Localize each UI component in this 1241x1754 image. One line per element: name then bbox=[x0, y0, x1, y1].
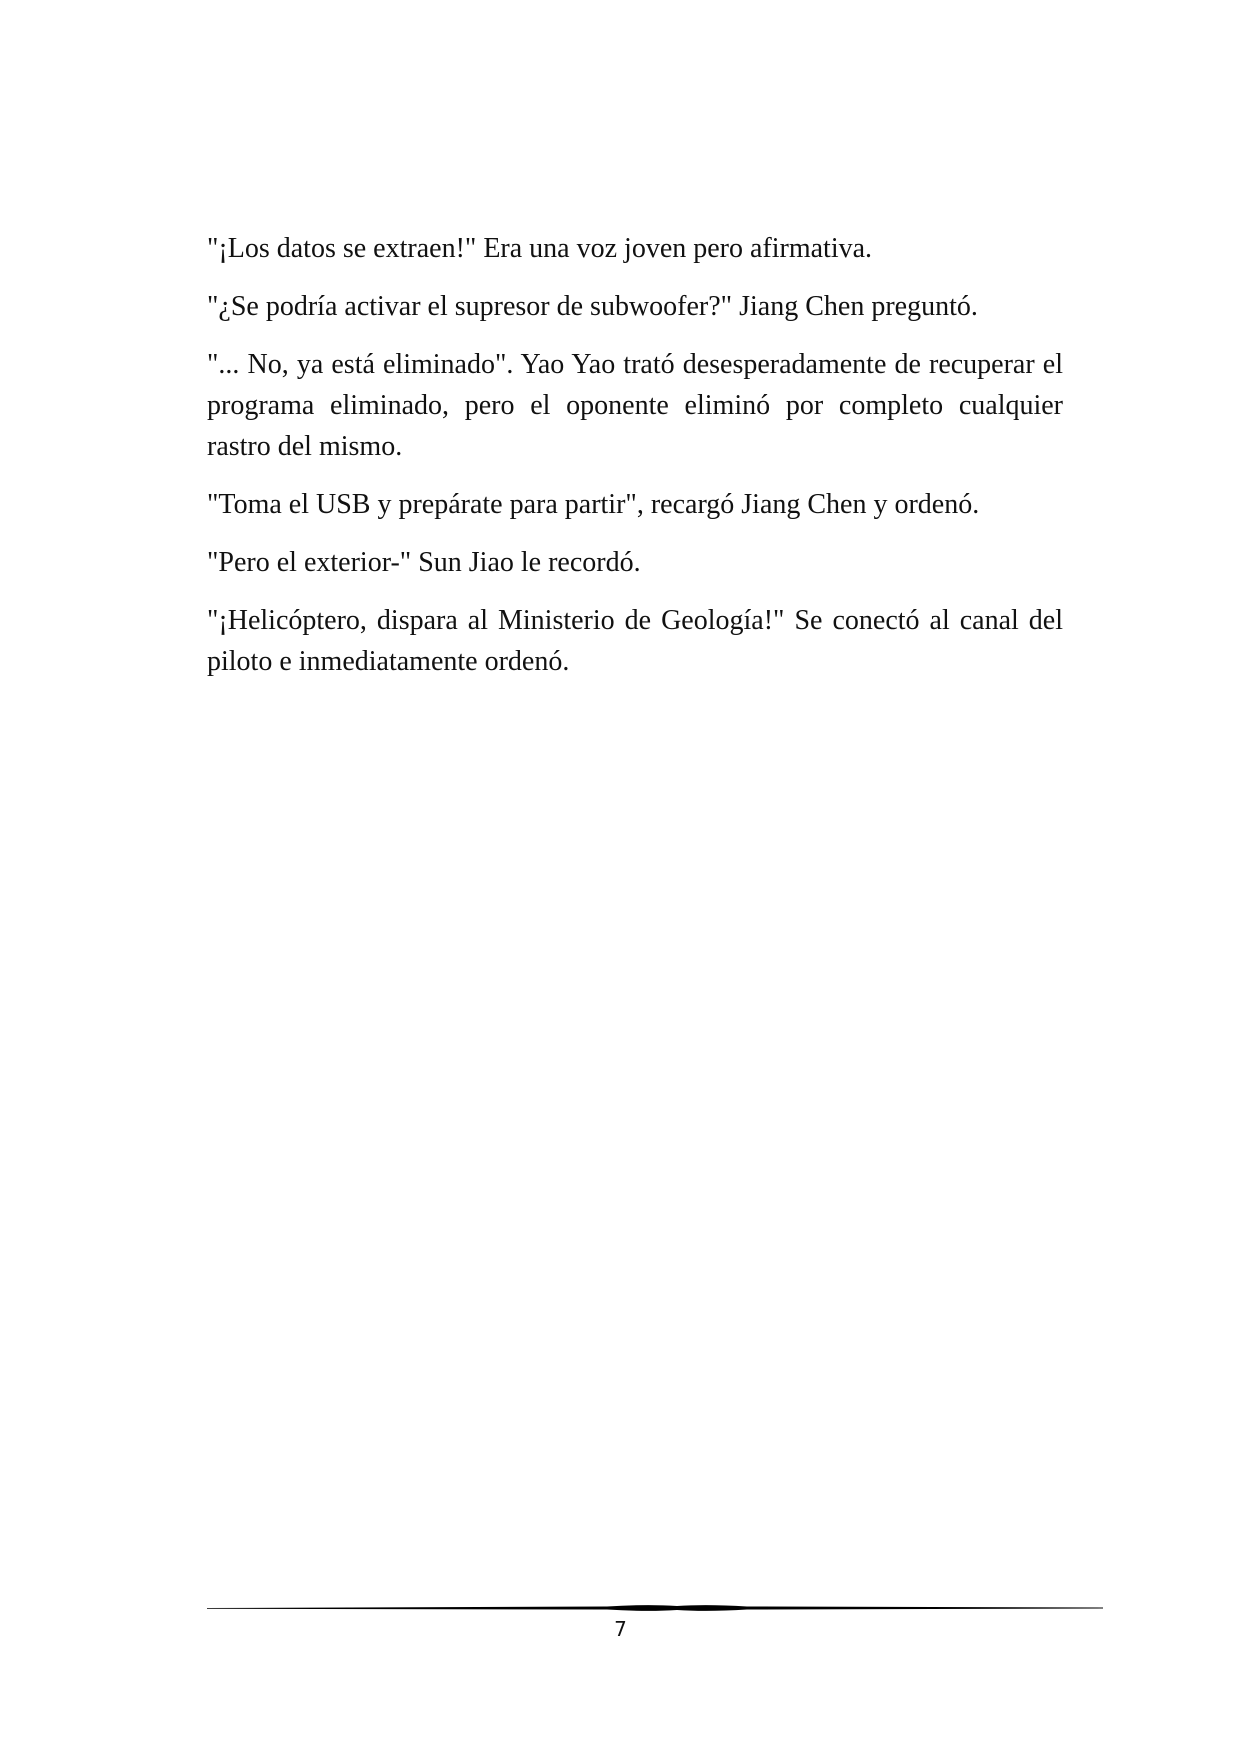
paragraph-5: "Pero el exterior-" Sun Jiao le recordó. bbox=[207, 547, 641, 578]
paragraph-3: "... No, ya está eliminado". Yao Yao trató desesperadamente de recuperar el programa eliminado, pero el oponente eliminó por completo cualquier rastro del mismo. bbox=[207, 349, 1063, 462]
paragraph-6: "¡Helicóptero, dispara al Ministerio de Geología!" Se conectó al canal del piloto e inmediatamente ordenó. bbox=[207, 605, 1063, 677]
paragraph-4: "Toma el USB y prepárate para partir", recargó Jiang Chen y ordenó. bbox=[207, 489, 980, 520]
page-number: 7 bbox=[614, 1617, 627, 1641]
body-text bbox=[207, 228, 1063, 699]
paragraph-2: "¿Se podría activar el supresor de subwoofer?" Jiang Chen preguntó. bbox=[207, 291, 978, 322]
paragraph-1: "¡Los datos se extraen!" Era una voz joven pero afirmativa. bbox=[207, 233, 873, 264]
footer-divider bbox=[207, 1602, 1103, 1614]
